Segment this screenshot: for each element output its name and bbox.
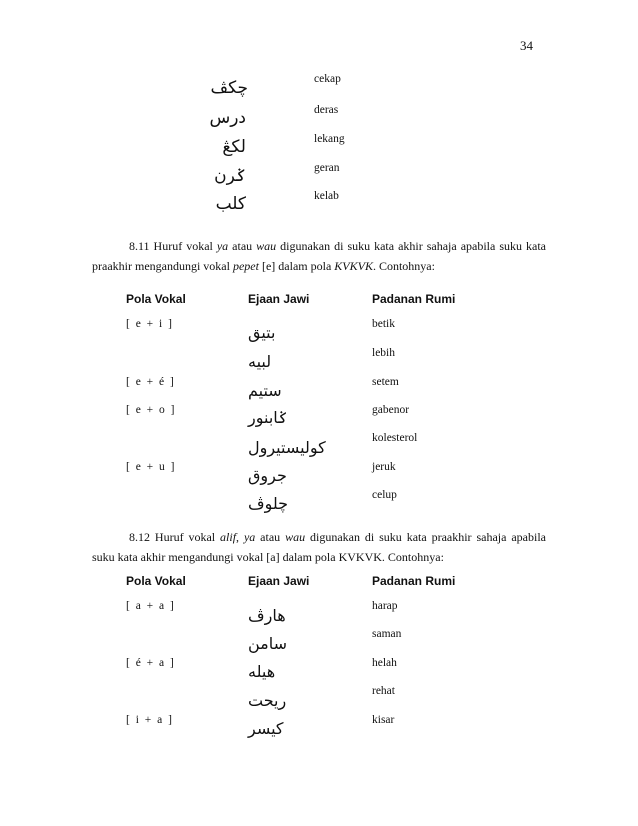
text: 8.11 Huruf vokal xyxy=(129,239,217,253)
jawi-word: ݢرن xyxy=(214,166,246,186)
text: atau xyxy=(228,239,257,253)
pola-cell: [ e + u ] xyxy=(126,461,176,473)
text: wau xyxy=(285,530,306,544)
jawi-cell: لبيه xyxy=(248,352,272,371)
rumi-cell: celup xyxy=(372,489,397,501)
column-header: Padanan Rumi xyxy=(372,574,456,588)
text: [e] dalam pola xyxy=(258,259,335,273)
rumi-word: cekap xyxy=(314,73,341,85)
column-header: Pola Vokal xyxy=(126,574,186,588)
rumi-cell: betik xyxy=(372,318,395,330)
pola-cell: [ i + a ] xyxy=(126,714,174,726)
jawi-cell: كيسر xyxy=(248,719,284,738)
jawi-word: لكڠ xyxy=(222,137,246,157)
text: ya xyxy=(243,530,256,544)
jawi-cell: هارڤ xyxy=(248,606,286,625)
rumi-word: geran xyxy=(314,162,340,174)
column-header: Padanan Rumi xyxy=(372,292,456,306)
jawi-cell: ݢابنور xyxy=(248,408,288,427)
rumi-word: deras xyxy=(314,104,339,116)
text: KVKVK xyxy=(334,259,373,273)
jawi-cell: سامن xyxy=(248,634,288,653)
rumi-cell: gabenor xyxy=(372,404,410,416)
rumi-cell: kisar xyxy=(372,714,395,726)
rumi-word: kelab xyxy=(314,190,339,202)
text: digunakan di suku kata praakhir sahaja apabila suku kata akhir mengandungi vokal [a] dalam pola KVKVK. Contohnya: xyxy=(92,530,546,564)
pola-cell: [ e + i ] xyxy=(126,318,174,330)
column-header: Ejaan Jawi xyxy=(248,574,310,588)
rumi-word: lekang xyxy=(314,133,345,145)
rumi-cell: harap xyxy=(372,600,398,612)
pola-cell: [ é + a ] xyxy=(126,657,176,669)
jawi-word: درس xyxy=(209,108,246,128)
paragraph-8-11 xyxy=(92,236,546,276)
paragraph-8-12 xyxy=(92,527,546,567)
jawi-cell: جروق xyxy=(248,466,287,485)
jawi-cell: هيله xyxy=(248,662,276,681)
rumi-cell: rehat xyxy=(372,685,395,697)
pola-cell: [ e + é ] xyxy=(126,376,176,388)
rumi-cell: helah xyxy=(372,657,397,669)
page-number: 34 xyxy=(520,38,533,53)
rumi-cell: setem xyxy=(372,376,399,388)
rumi-cell: lebih xyxy=(372,347,395,359)
text: atau xyxy=(255,530,286,544)
jawi-cell: چلوڤ xyxy=(248,494,289,513)
column-header: Ejaan Jawi xyxy=(248,292,310,306)
rumi-cell: saman xyxy=(372,628,402,640)
jawi-word: كلب xyxy=(215,194,246,214)
pola-cell: [ a + a ] xyxy=(126,600,176,612)
text: 8.12 Huruf vokal xyxy=(129,530,221,544)
pola-cell: [ e + o ] xyxy=(126,404,176,416)
rumi-cell: jeruk xyxy=(372,461,396,473)
text: pepet xyxy=(232,259,259,273)
text: digunakan di suku kata akhir sahaja apabila suku kata praakhir mengandungi vokal xyxy=(92,239,546,273)
rumi-cell: kolesterol xyxy=(372,432,418,444)
column-header: Pola Vokal xyxy=(126,292,186,306)
text: ya xyxy=(216,239,229,253)
jawi-cell: ستيم xyxy=(248,381,282,400)
text: . Contohnya: xyxy=(372,259,435,273)
text: alif xyxy=(220,530,237,544)
text: , xyxy=(236,530,244,544)
jawi-cell: كوليستيرول xyxy=(248,438,326,457)
text: wau xyxy=(256,239,277,253)
jawi-cell: ريحت xyxy=(248,691,287,710)
jawi-cell: بتيق xyxy=(248,323,276,342)
jawi-word: چكڤ xyxy=(210,78,248,98)
